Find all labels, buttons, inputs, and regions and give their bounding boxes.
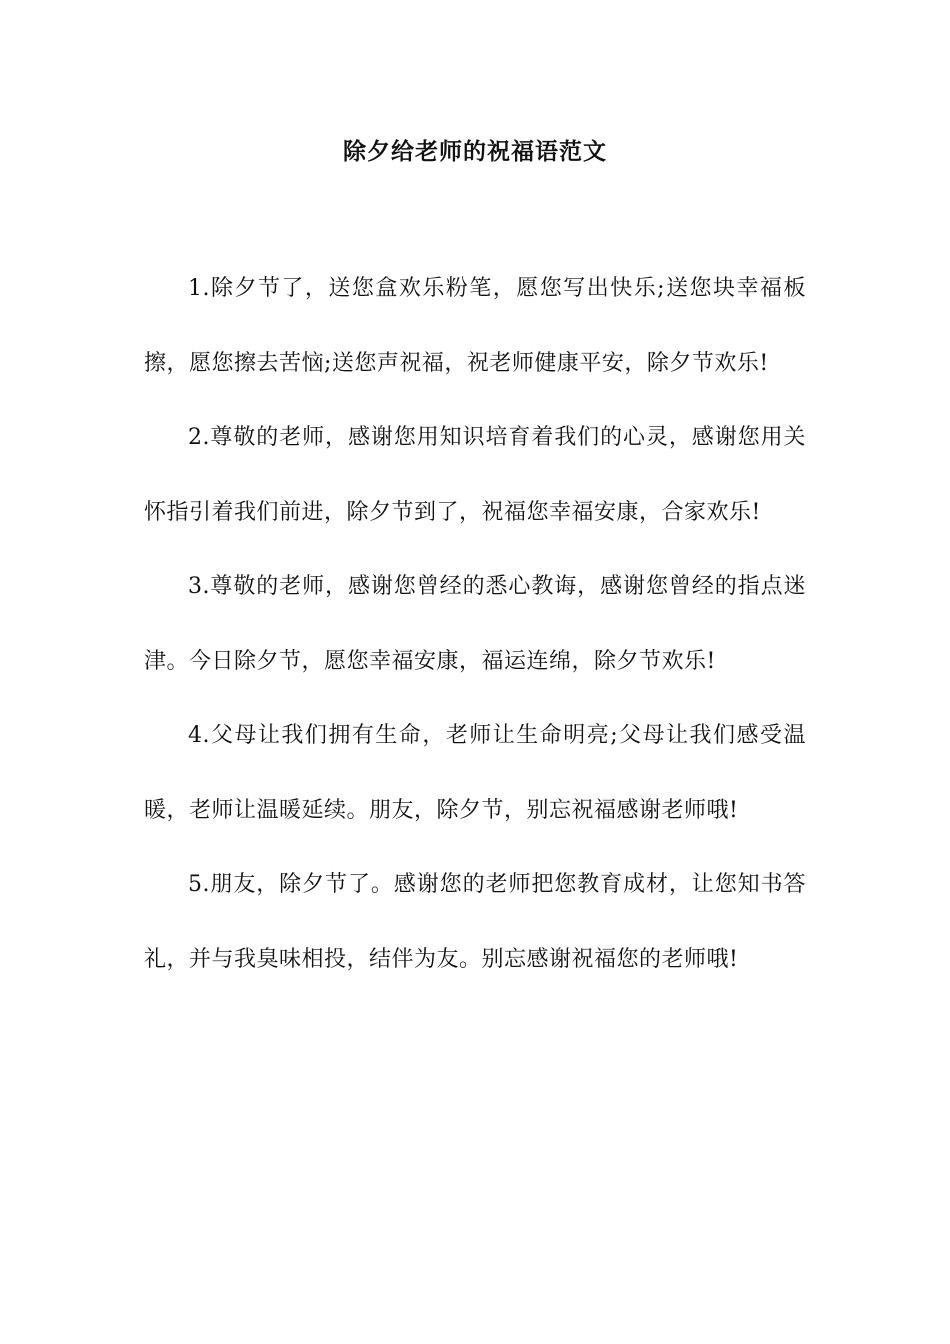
paragraph-3: 3.尊敬的老师，感谢您曾经的悉心教诲，感谢您曾经的指点迷津。今日除夕节，愿您幸福安康，福运连绵，除夕节欢乐!	[144, 574, 806, 674]
paragraph-4: 4.父母让我们拥有生命，老师让生命明亮;父母让我们感受温暖，老师让温暖延续。朋友，除夕节，别忘祝福感谢老师哦!	[144, 723, 806, 823]
document-title: 除夕给老师的祝福语范文	[343, 138, 607, 165]
paragraph-2: 2.尊敬的老师，感谢您用知识培育着我们的心灵，感谢您用关怀指引着我们前进，除夕节到了，祝福您幸福安康，合家欢乐!	[144, 425, 806, 525]
document-body	[144, 252, 806, 997]
paragraph-5: 5.朋友，除夕节了。感谢您的老师把您教育成材，让您知书答礼，并与我臭味相投，结伴为友。别忘感谢祝福您的老师哦!	[144, 872, 806, 972]
paragraph-1: 1.除夕节了，送您盒欢乐粉笔，愿您写出快乐;送您块幸福板擦，愿您擦去苦恼;送您声祝福，祝老师健康平安，除夕节欢乐!	[144, 276, 806, 376]
